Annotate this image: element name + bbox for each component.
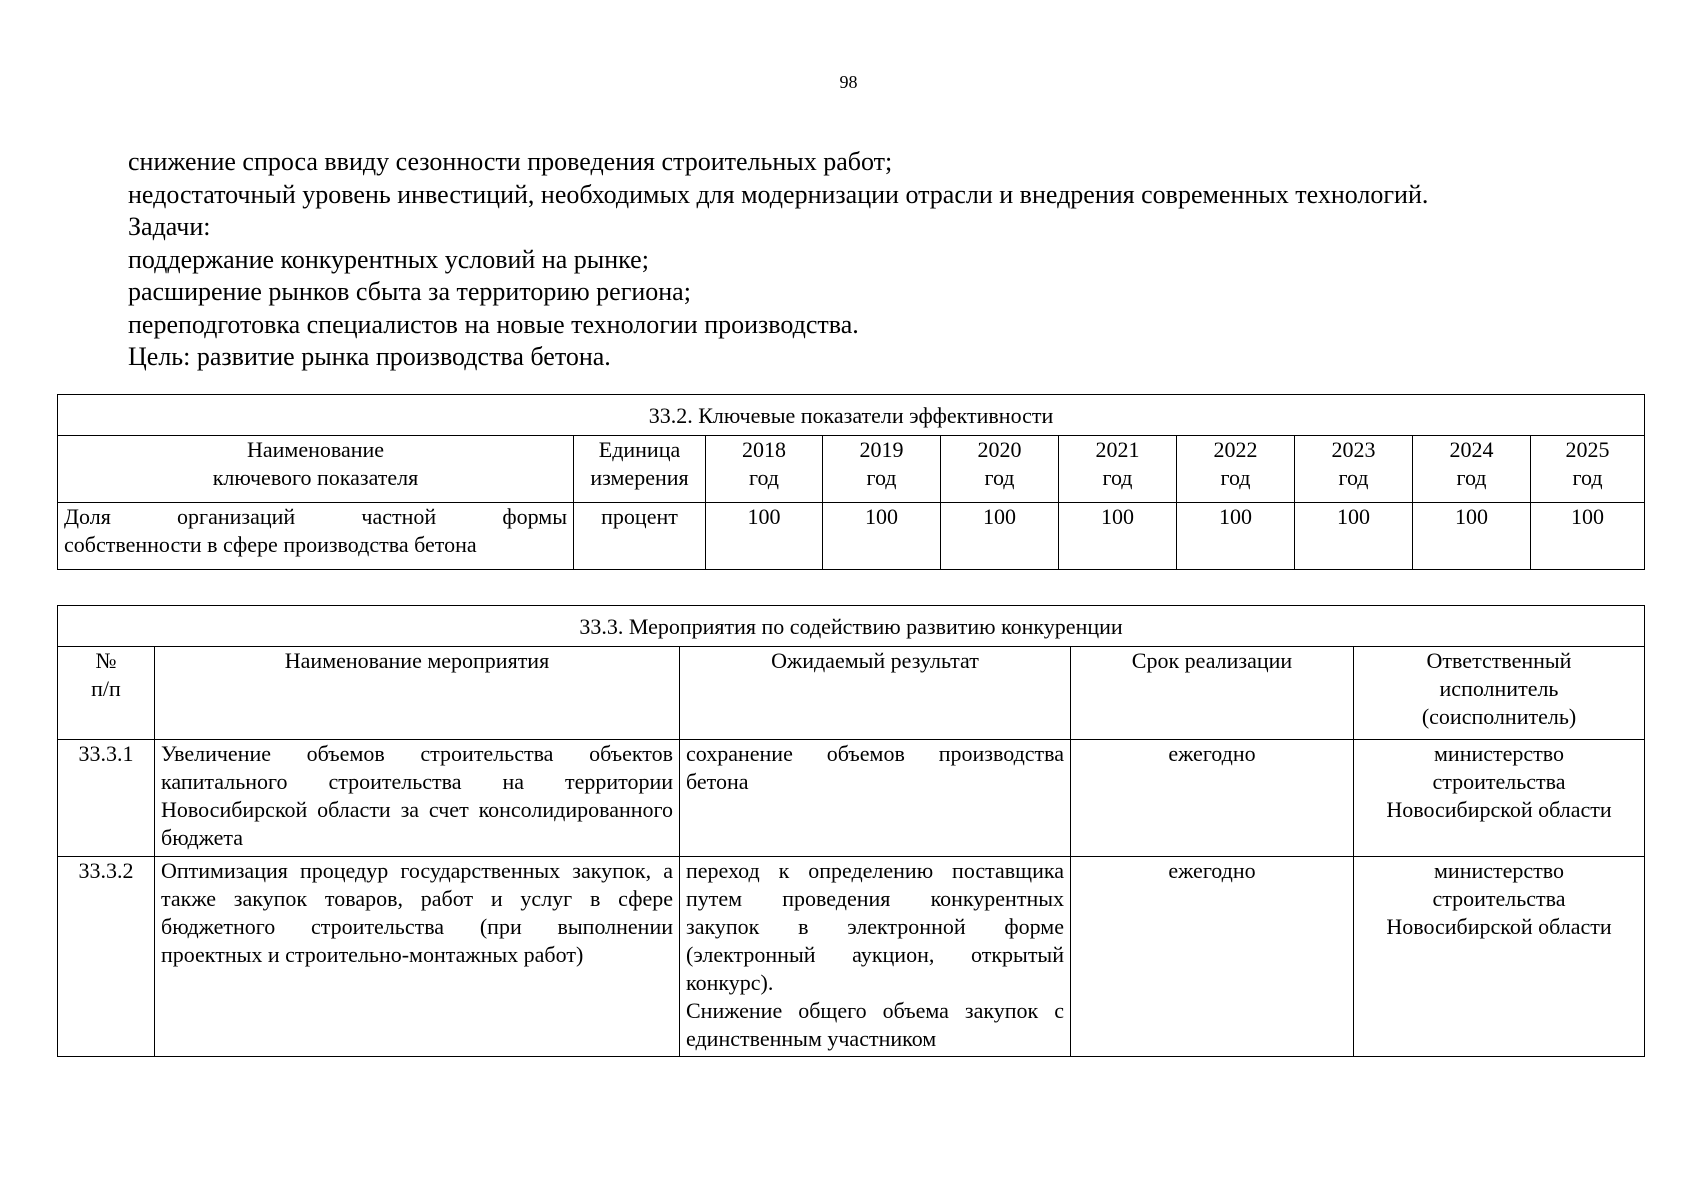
kpi-value: 100 xyxy=(941,503,1059,570)
measures-table-title: 33.3. Мероприятия по содействию развитию конкуренции xyxy=(58,606,1645,647)
measure-term: ежегодно xyxy=(1071,740,1354,857)
responsible-line: министерство xyxy=(1434,741,1565,766)
year-label: год xyxy=(1338,465,1369,490)
measures-table xyxy=(57,605,1645,1057)
kpi-table xyxy=(57,394,1645,570)
year: 2019 xyxy=(859,437,904,462)
year-label: год xyxy=(1572,465,1603,490)
word: частной xyxy=(361,504,437,529)
kpi-header-year xyxy=(941,436,1059,503)
responsible-line: Новосибирской области xyxy=(1386,797,1612,822)
year: 2020 xyxy=(977,437,1022,462)
page-number: 98 xyxy=(839,72,858,92)
year-label: год xyxy=(866,465,897,490)
kpi-header-year xyxy=(706,436,823,503)
kpi-value: 100 xyxy=(1413,503,1531,570)
measure-responsible xyxy=(1354,740,1645,857)
measure-name: Оптимизация процедур государственных закупок, а также закупок товаров, работ и услуг в сфере бюджетного строительства (при выполнении проектных и строительно-монтажных работ) xyxy=(155,857,680,1057)
result-text: переход к определению поставщика путем проведения конкурентных закупок в электронной форме (электронный аукцион, открытый конкурс). xyxy=(686,858,1064,995)
measure-name: Увеличение объемов строительства объектов капитального строительства на территории Новосибирской области за счет консолидированного бюджета xyxy=(155,740,680,857)
intro-line: расширение рынков сбыта за территорию региона; xyxy=(128,277,691,306)
table-row xyxy=(58,857,1645,1057)
year: 2022 xyxy=(1213,437,1258,462)
header-expected-result: Ожидаемый результат xyxy=(680,647,1071,740)
header-measure-name: Наименование мероприятия xyxy=(155,647,680,740)
kpi-header-year xyxy=(1295,436,1413,503)
intro-line: поддержание конкурентных условий на рынке; xyxy=(128,244,649,274)
kpi-header-year xyxy=(1059,436,1177,503)
intro-text xyxy=(128,146,1608,374)
measure-number: 33.3.2 xyxy=(58,857,155,1057)
header-text: Наименование xyxy=(246,437,385,462)
kpi-indicator-name xyxy=(58,503,574,570)
responsible-line: строительства xyxy=(1432,886,1566,911)
header-text: п/п xyxy=(91,676,121,701)
intro-line: недостаточный уровень инвестиций, необходимых для модернизации отрасли и внедрения современных технологий. xyxy=(128,179,1429,209)
measure-term: ежегодно xyxy=(1071,857,1354,1057)
kpi-header-year xyxy=(1413,436,1531,503)
intro-line: Задачи: xyxy=(128,212,211,241)
measures-header-row xyxy=(58,647,1645,740)
year-label: год xyxy=(1102,465,1133,490)
kpi-unit: процент xyxy=(574,503,706,570)
header-text: исполнитель xyxy=(1439,676,1559,701)
header-text: Единица xyxy=(598,437,681,462)
year: 2018 xyxy=(742,437,786,462)
word: организаций xyxy=(177,504,296,529)
header-number xyxy=(58,647,155,740)
responsible-line: Новосибирской области xyxy=(1386,914,1612,939)
responsible-line: строительства xyxy=(1432,769,1566,794)
responsible-line: министерство xyxy=(1434,858,1565,883)
header-responsible xyxy=(1354,647,1645,740)
kpi-value: 100 xyxy=(1295,503,1413,570)
kpi-value: 100 xyxy=(1177,503,1295,570)
year-label: год xyxy=(748,465,780,490)
kpi-value: 100 xyxy=(706,503,823,570)
kpi-header-year xyxy=(823,436,941,503)
table-row xyxy=(58,740,1645,857)
measure-result xyxy=(680,857,1071,1057)
kpi-header-name xyxy=(58,436,574,503)
header-text: ключевого показателя xyxy=(212,465,419,490)
intro-line: снижение спроса ввиду сезонности проведения строительных работ; xyxy=(128,147,893,176)
word: Доля xyxy=(64,504,111,529)
indicator-name-rest: собственности в сфере производства бетона xyxy=(64,532,477,557)
measure-number: 33.3.1 xyxy=(58,740,155,857)
kpi-header-unit xyxy=(574,436,706,503)
measure-responsible xyxy=(1354,857,1645,1057)
year: 2024 xyxy=(1449,437,1494,462)
kpi-header-row xyxy=(58,436,1645,503)
header-text: № xyxy=(95,648,117,673)
header-text: Ответственный xyxy=(1426,648,1572,673)
table-row xyxy=(58,503,1645,570)
intro-line: Цель: развитие рынка производства бетона. xyxy=(128,342,611,371)
result-text-extra: Снижение общего объема закупок с единственным участником xyxy=(686,998,1064,1051)
header-text: измерения xyxy=(590,465,689,490)
kpi-header-year xyxy=(1177,436,1295,503)
year-label: год xyxy=(1220,465,1251,490)
year: 2025 xyxy=(1565,437,1610,462)
year-label: год xyxy=(1456,465,1487,490)
kpi-value: 100 xyxy=(823,503,941,570)
kpi-value: 100 xyxy=(1059,503,1177,570)
measure-result: сохранение объемов производства бетона xyxy=(680,740,1071,857)
intro-line: переподготовка специалистов на новые технологии производства. xyxy=(128,309,859,339)
year-label: год xyxy=(984,465,1015,490)
kpi-table-title: 33.2. Ключевые показатели эффективности xyxy=(58,395,1645,436)
word: формы xyxy=(502,504,567,529)
kpi-value: 100 xyxy=(1531,503,1645,570)
year: 2021 xyxy=(1095,437,1140,462)
header-term: Срок реализации xyxy=(1071,647,1354,740)
year: 2023 xyxy=(1331,437,1376,462)
header-text: (соисполнитель) xyxy=(1421,704,1577,729)
kpi-header-year xyxy=(1531,436,1645,503)
